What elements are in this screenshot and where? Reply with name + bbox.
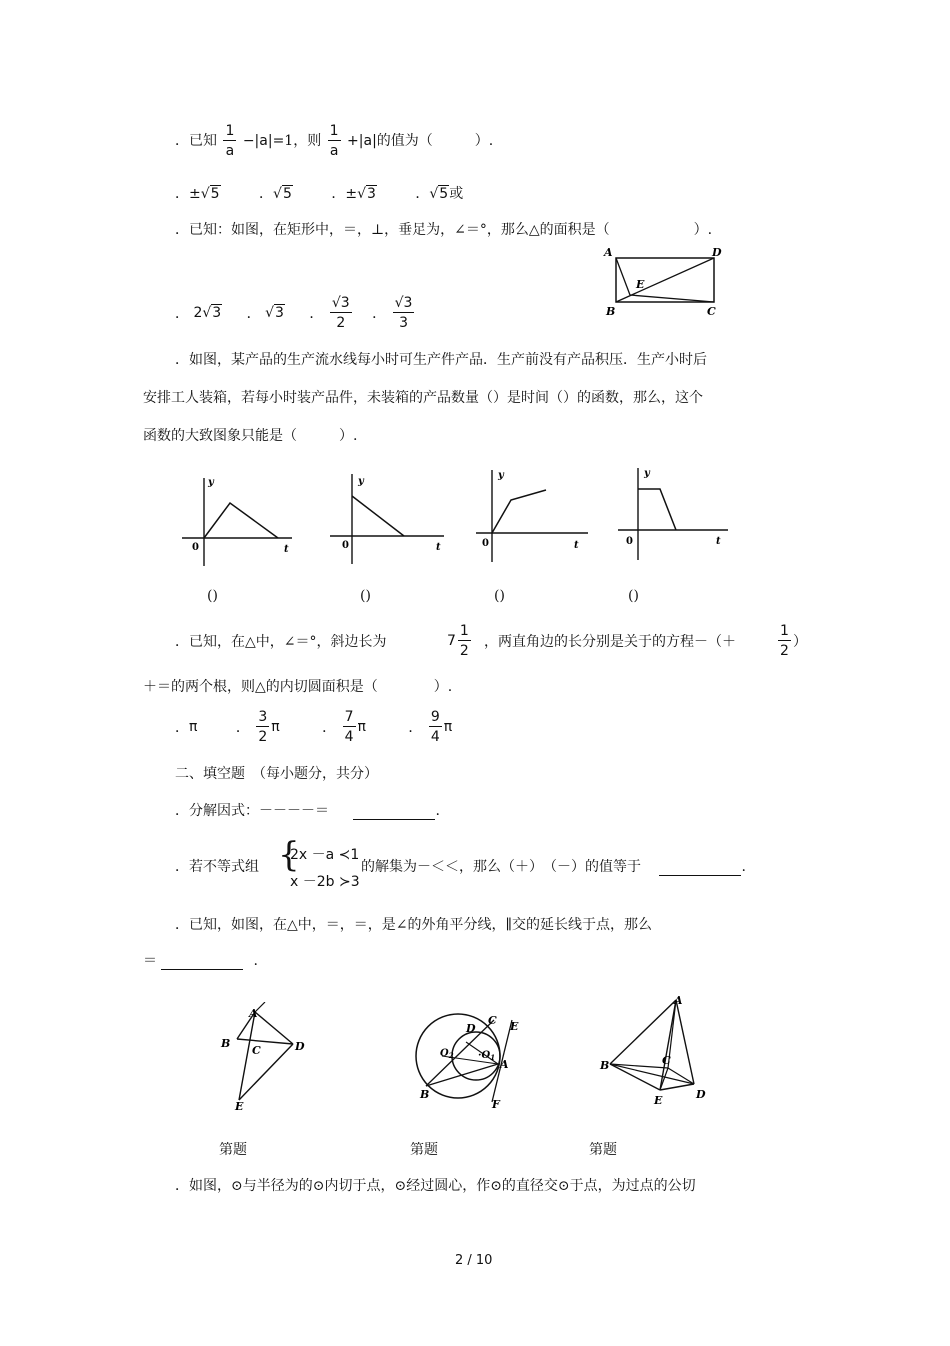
answer-blank[interactable] bbox=[659, 859, 741, 876]
fraction-half: $\frac{1}{2}$ bbox=[780, 623, 789, 659]
graph-c bbox=[474, 464, 594, 568]
label-b: B bbox=[420, 1088, 430, 1101]
label-d: D bbox=[712, 246, 722, 259]
svg-text:t: t bbox=[574, 540, 579, 551]
page-number: 2 / 10 bbox=[455, 1253, 493, 1268]
svg-text:t: t bbox=[716, 536, 721, 547]
option-b: √5 bbox=[273, 186, 292, 202]
label-e: E bbox=[235, 1100, 244, 1113]
figure-caption-2: 第题 bbox=[410, 1142, 438, 1158]
graph-a bbox=[178, 472, 298, 570]
question-rectangle: ．已知：如图，在矩形中，＝，⊥，垂足为，∠＝°，那么△的面积是（ ）. bbox=[175, 222, 713, 238]
label-a: A bbox=[249, 1007, 258, 1020]
label-d: D bbox=[466, 1022, 476, 1035]
label-a: A bbox=[500, 1058, 509, 1071]
question-text: 已知 bbox=[189, 133, 217, 149]
graph-b bbox=[328, 470, 448, 568]
option-a: ± bbox=[189, 186, 201, 202]
option-d: $\frac{√3}{3}$ bbox=[394, 295, 413, 331]
question-angle-line2: ＝ . bbox=[143, 953, 258, 969]
option-c: ± bbox=[345, 186, 358, 202]
left-brace: { bbox=[278, 835, 300, 875]
svg-text:0: 0 bbox=[482, 538, 489, 549]
question-angle-line1: ．已知，如图，在△中，＝，＝，是∠的外角平分线，∥交的延长线于点，那么 bbox=[175, 917, 652, 933]
label-b: B bbox=[221, 1037, 231, 1050]
question-production-line2: 安排工人装箱，若每小时装产品件，未装箱的产品数量（）是时间（）的函数，那么，这个 bbox=[143, 390, 703, 406]
svg-text:y: y bbox=[644, 468, 650, 479]
svg-text:t: t bbox=[284, 544, 289, 555]
option-a: π bbox=[189, 719, 198, 735]
question-ineq-part1: ．若不等式组 bbox=[175, 859, 259, 875]
options-abs-value: ．±√5 ．√5 ．±√3 ．√5或 bbox=[175, 186, 464, 202]
ineq-row2: x －2b ≻3 bbox=[290, 874, 360, 890]
label-b: B bbox=[606, 305, 616, 318]
label-c: C bbox=[707, 305, 716, 318]
answer-blank[interactable] bbox=[161, 953, 243, 970]
option-c: $\frac{√3}{2}$ bbox=[331, 295, 350, 331]
graph-d bbox=[616, 464, 736, 568]
question-circle: ．如图，⊙与半径为的⊙内切于点，⊙经过圆心，作⊙的直径交⊙于点，为过点的公切 bbox=[175, 1178, 696, 1194]
fraction: $\frac{1}{a}$ bbox=[329, 123, 339, 159]
choice-a: () bbox=[207, 588, 218, 604]
label-a: A bbox=[604, 246, 613, 259]
option-a: 2√3 bbox=[193, 305, 222, 321]
label-c: C bbox=[662, 1054, 671, 1067]
option-c: $\frac{7}{4}$ π bbox=[344, 709, 366, 745]
options-rectangle: ． 2√3 ． √3 ． $\frac{√3}{2}$ ． $\frac{√3}{3}$ bbox=[175, 295, 413, 331]
question-abs-value: ．已知 $\frac{1}{a}$ −|a|=1，则 $\frac{1}{a}$ +|a|的值为（ ）. bbox=[175, 123, 494, 159]
question-triangle-part1: ．已知，在△中，∠＝°，斜边长为 bbox=[175, 634, 387, 650]
answer-blank[interactable] bbox=[353, 803, 435, 820]
question-production-line1: ．如图，某产品的生产流水线每小时可生产件产品．生产前没有产品积压．生产小时后 bbox=[175, 352, 707, 368]
options-triangle: ．π ． $\frac{3}{2}$ π ． $\frac{7}{4}$ π ． $\frac{9}{4}$ π bbox=[175, 709, 453, 745]
figure-triangle-bisector bbox=[215, 1002, 325, 1114]
question-triangle-part3: ） bbox=[793, 634, 807, 650]
label-d: D bbox=[295, 1040, 305, 1053]
question-production-line3: 函数的大致图象只能是（ ）. bbox=[143, 428, 358, 444]
label-o1: $\cdot O_1$ bbox=[478, 1050, 496, 1062]
option-b: $\frac{3}{2}$ π bbox=[258, 709, 280, 745]
svg-text:t: t bbox=[436, 542, 441, 553]
label-e: E bbox=[636, 278, 645, 291]
label-c: C bbox=[252, 1044, 261, 1057]
svg-text:y: y bbox=[498, 470, 504, 481]
question-ineq-part2: 的解集为－＜＜，那么（＋） （－）的值等于 . bbox=[361, 859, 746, 875]
question-text: =1，则 bbox=[272, 133, 322, 149]
choice-b: () bbox=[360, 588, 371, 604]
svg-text:0: 0 bbox=[342, 540, 349, 551]
label-f: F bbox=[492, 1098, 500, 1110]
section-heading: 二、填空题 （每小题分，共分） bbox=[175, 766, 378, 782]
option-d: √5 bbox=[429, 186, 449, 202]
svg-text:0: 0 bbox=[626, 536, 633, 547]
svg-text:y: y bbox=[208, 477, 214, 488]
question-text: 的值为（ ）. bbox=[376, 133, 494, 149]
figure-caption-1: 第题 bbox=[219, 1142, 247, 1158]
label-d: D bbox=[696, 1088, 706, 1101]
option-d: $\frac{9}{4}$ π bbox=[430, 709, 453, 745]
figure-caption-3: 第题 bbox=[589, 1142, 617, 1158]
ineq-row1: 2x －a ≺1 bbox=[290, 847, 360, 863]
label-e: E bbox=[654, 1094, 663, 1107]
question-triangle-part2: ，两直角边的长分别是关于的方程－（＋ bbox=[484, 634, 736, 650]
label-c: C bbox=[488, 1014, 497, 1027]
choice-d: () bbox=[628, 588, 639, 604]
question-factor: ．分解因式：－－－－＝ . bbox=[175, 803, 440, 819]
label-o2: $O_2$ bbox=[440, 1048, 454, 1060]
svg-text:y: y bbox=[358, 476, 364, 487]
label-b: B bbox=[600, 1059, 610, 1072]
figure-circles bbox=[410, 1010, 530, 1110]
choice-c: () bbox=[494, 588, 505, 604]
figure-pyramid bbox=[598, 992, 718, 1108]
option-b: √3 bbox=[265, 305, 284, 321]
question-triangle-line2: ＋＝的两个根，则△的内切圆面积是（ ）. bbox=[143, 679, 453, 695]
svg-text:0: 0 bbox=[192, 542, 199, 553]
label-a: A bbox=[674, 994, 683, 1007]
label-e: E bbox=[510, 1020, 519, 1033]
rectangle-figure bbox=[600, 244, 730, 320]
hypotenuse-length: 7 $\frac{1}{2}$ bbox=[447, 623, 469, 659]
fraction: $\frac{1}{a}$ bbox=[225, 123, 235, 159]
